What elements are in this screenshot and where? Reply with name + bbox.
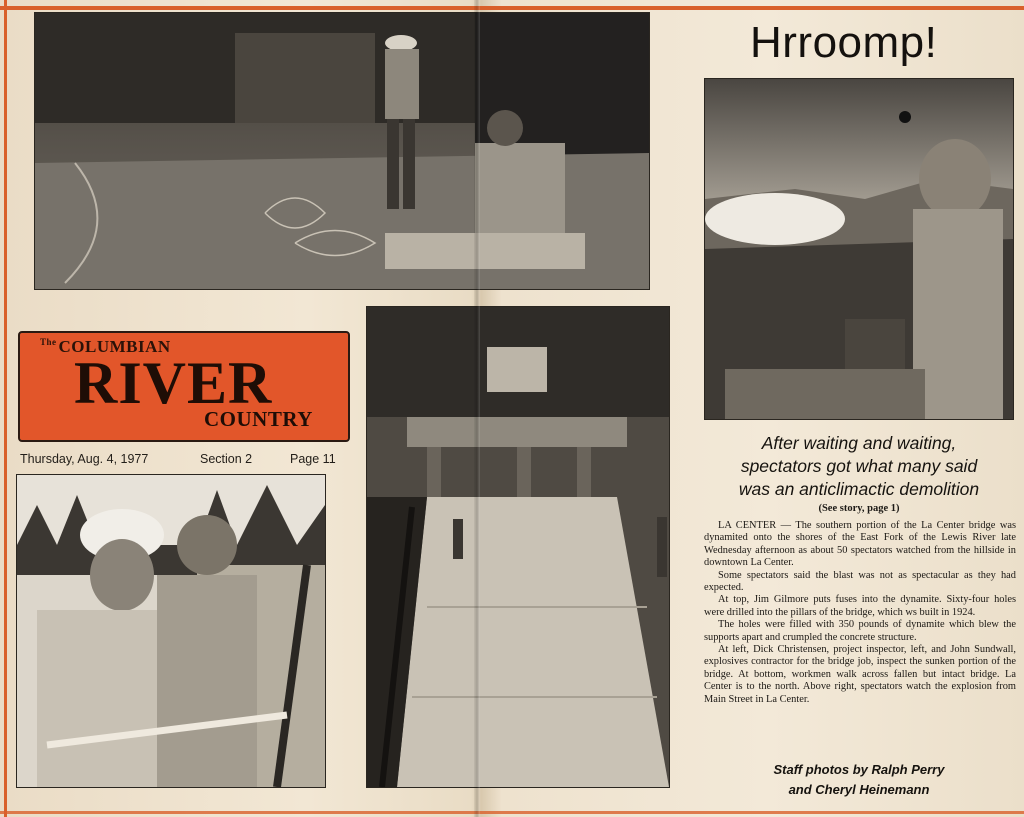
- masthead-the: The: [40, 337, 57, 347]
- photo-fuse-worker: [34, 12, 650, 290]
- credits-line-1: Staff photos by Ralph Perry: [773, 762, 945, 777]
- masthead-country: COUNTRY: [204, 407, 313, 431]
- headline: Hrroomp!: [750, 18, 938, 67]
- left-orange-rule: [4, 0, 7, 817]
- story-paragraph: The holes were filled with 350 pounds of dynamite which blew the supports apart and crumpled the concrete structure.: [704, 619, 1016, 643]
- story-paragraph: Some spectators said the blast was not as spectacular as they had expected.: [704, 569, 1016, 594]
- top-orange-rule: [0, 6, 1024, 10]
- masthead-columbian: COLUMBIAN: [58, 337, 171, 356]
- photo-fallen-bridge: [366, 306, 670, 788]
- story-paragraph: At left, Dick Christensen, project inspector, left, and John Sundwall, explosives contractor for the bridge job, inspect the sunken portion of the bridge. At bottom, workmen walk across fallen but intact bridge. La Center is to the north. Above right, spectators watch the explosion from Main Street in La Center.: [704, 644, 1016, 705]
- credits-line-2: and Cheryl Heinemann: [788, 782, 930, 797]
- story-paragraph: LA CENTER — The southern portion of the La Center bridge was dynamited onto the shores of the East Fork of the Lewis River late Wednesday afternoon as about 50 spectators watched from the hillside in downtown La Center.: [704, 520, 1016, 569]
- page-fold: [474, 0, 480, 817]
- photo-spectators-explosion: [704, 78, 1014, 420]
- masthead-river: RIVER: [74, 350, 273, 416]
- deck-line-2: spectators got what many said: [740, 456, 978, 476]
- dateline-page: Page 11: [290, 452, 336, 466]
- deck-line-1: After waiting and waiting,: [761, 433, 957, 453]
- deck-line-3: was an anticlimactic demolition: [738, 479, 980, 499]
- photo-credits: [704, 760, 1014, 800]
- river-country-masthead: [18, 331, 350, 442]
- see-story-reference: (See story, page 1): [818, 503, 900, 514]
- dateline-date: Thursday, Aug. 4, 1977: [20, 452, 149, 466]
- dateline-section: Section 2: [200, 452, 253, 466]
- story-body: [704, 520, 1016, 706]
- story-paragraph: At top, Jim Gilmore puts fuses into the dynamite. Sixty-four holes were drilled into the pillars of the bridge, which ws built in 1924.: [704, 594, 1016, 618]
- photo-inspectors: [16, 474, 326, 788]
- bottom-orange-rule: [0, 811, 1024, 814]
- story-deck: [704, 432, 1014, 501]
